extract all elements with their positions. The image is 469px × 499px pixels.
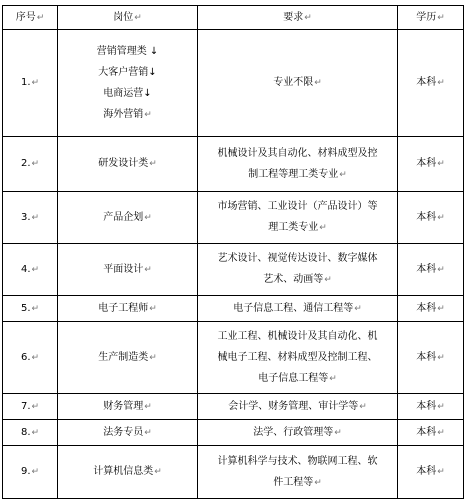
- row-index: 2.: [20, 158, 31, 169]
- header-idx: 序号↵: [3, 6, 58, 30]
- row-index: 3.: [20, 211, 31, 223]
- education-cell: 本科↵: [398, 420, 464, 446]
- requirement-line: 计算机科学与技术、物联网工程、软: [217, 455, 378, 467]
- position-line: 产品企划↵: [103, 211, 152, 223]
- row-index-cell: 6.↵: [3, 322, 58, 394]
- table-row: [3, 394, 464, 420]
- education-cell: 本科↵: [398, 244, 464, 296]
- row-index: 8.: [20, 426, 31, 438]
- position-cell: [58, 137, 198, 192]
- row-index-cell: 1.↵: [3, 30, 58, 137]
- row-index-cell: 2.↵: [3, 137, 58, 192]
- row-index-cell: 8.↵: [3, 420, 58, 446]
- position-line: 营销管理类 ↓: [96, 45, 159, 57]
- education-value: 本科: [416, 466, 437, 477]
- table-row: [3, 420, 464, 446]
- education-value: 本科: [416, 211, 437, 223]
- education-cell: 本科↵: [398, 394, 464, 420]
- header-position-label: 岗位: [113, 11, 134, 23]
- table-row: [3, 137, 464, 192]
- education-cell: 本科↵: [398, 137, 464, 192]
- position-line: 平面设计↵: [103, 263, 152, 275]
- requirement-line: 艺术、动画等↵: [263, 274, 332, 285]
- table-row: [3, 30, 464, 137]
- row-index-cell: 7.↵: [3, 394, 58, 420]
- requirement-cell: [198, 30, 398, 137]
- row-index: 9.: [20, 466, 31, 477]
- row-index-cell: 3.↵: [3, 192, 58, 244]
- header-requirement: 要求↵: [198, 6, 398, 30]
- position-cell: [58, 296, 198, 322]
- recruitment-table: [2, 5, 464, 499]
- table-row: [3, 446, 464, 499]
- header-idx-label: 序号: [15, 11, 36, 23]
- header-position: 岗位↵: [58, 6, 198, 30]
- position-cell: [58, 30, 198, 137]
- requirement-cell: [198, 137, 398, 192]
- education-cell: 本科↵: [398, 322, 464, 394]
- row-index: 5.: [20, 302, 31, 314]
- position-line: 生产制造类↵: [98, 351, 157, 363]
- education-value: 本科: [416, 302, 437, 314]
- education-cell: 本科↵: [398, 296, 464, 322]
- position-line: 法务专员↵: [103, 426, 152, 438]
- requirement-line: 机械设计及其自动化、材料成型及控: [217, 147, 378, 159]
- requirement-line: 械电子工程、材料成型及控制工程、: [217, 351, 378, 363]
- requirement-line: 市场营销、工业设计（产品设计）等: [217, 201, 378, 212]
- requirement-line: 电子信息工程、通信工程等↵: [233, 302, 362, 314]
- table-header-row: [3, 6, 464, 30]
- header-requirement-label: 要求: [283, 11, 304, 23]
- education-value: 本科: [416, 351, 437, 363]
- requirement-line: 电子信息工程等↵: [258, 372, 337, 384]
- education-cell: 本科↵: [398, 192, 464, 244]
- education-value: 本科: [416, 263, 437, 275]
- education-value: 本科: [416, 158, 437, 169]
- position-line: 大客户营销↓: [98, 66, 157, 78]
- requirement-cell: [198, 296, 398, 322]
- requirement-line: 艺术设计、视觉传达设计、数字媒体: [217, 253, 378, 264]
- row-index-cell: 5.↵: [3, 296, 58, 322]
- header-education: 学历↵: [398, 6, 464, 30]
- education-value: 本科: [416, 400, 437, 412]
- row-index: 4.: [20, 263, 31, 275]
- position-cell: [58, 244, 198, 296]
- header-education-label: 学历: [416, 11, 437, 23]
- position-line: 电子工程师↵: [98, 302, 157, 314]
- education-value: 本科: [416, 426, 437, 438]
- position-cell: [58, 446, 198, 499]
- row-index: 7.: [20, 400, 31, 412]
- position-line: 财务管理↵: [103, 400, 152, 412]
- row-index: 1.: [20, 77, 31, 88]
- requirement-cell: [198, 244, 398, 296]
- position-cell: [58, 192, 198, 244]
- position-cell: [58, 322, 198, 394]
- requirement-line: 制工程等理工类专业↵: [248, 168, 347, 180]
- requirement-line: 会计学、财务管理、审计学等↵: [228, 400, 367, 412]
- position-line: 研发设计类↵: [98, 158, 157, 169]
- table-row: [3, 192, 464, 244]
- requirement-line: 件工程等↵: [273, 476, 322, 488]
- requirement-line: 专业不限↵: [273, 77, 322, 88]
- requirement-cell: [198, 420, 398, 446]
- position-cell: [58, 394, 198, 420]
- requirement-cell: [198, 394, 398, 420]
- table-row: [3, 296, 464, 322]
- requirement-line: 法学、行政管理等↵: [253, 426, 342, 438]
- position-cell: [58, 420, 198, 446]
- education-value: 本科: [416, 77, 437, 88]
- row-index: 6.: [20, 351, 31, 363]
- table-row: [3, 322, 464, 394]
- position-line: 计算机信息类↵: [93, 466, 162, 477]
- position-line: 电商运营↓: [103, 87, 152, 99]
- education-cell: 本科↵: [398, 446, 464, 499]
- table-row: [3, 244, 464, 296]
- requirement-cell: [198, 322, 398, 394]
- row-index-cell: 4.↵: [3, 244, 58, 296]
- education-cell: 本科↵: [398, 30, 464, 137]
- requirement-cell: [198, 192, 398, 244]
- row-index-cell: 9.↵: [3, 446, 58, 499]
- requirement-line: 工业工程、机械设计及其自动化、机: [217, 330, 378, 342]
- requirement-cell: [198, 446, 398, 499]
- requirement-line: 理工类专业↵: [268, 222, 327, 233]
- position-line: 海外营销↵: [103, 108, 152, 120]
